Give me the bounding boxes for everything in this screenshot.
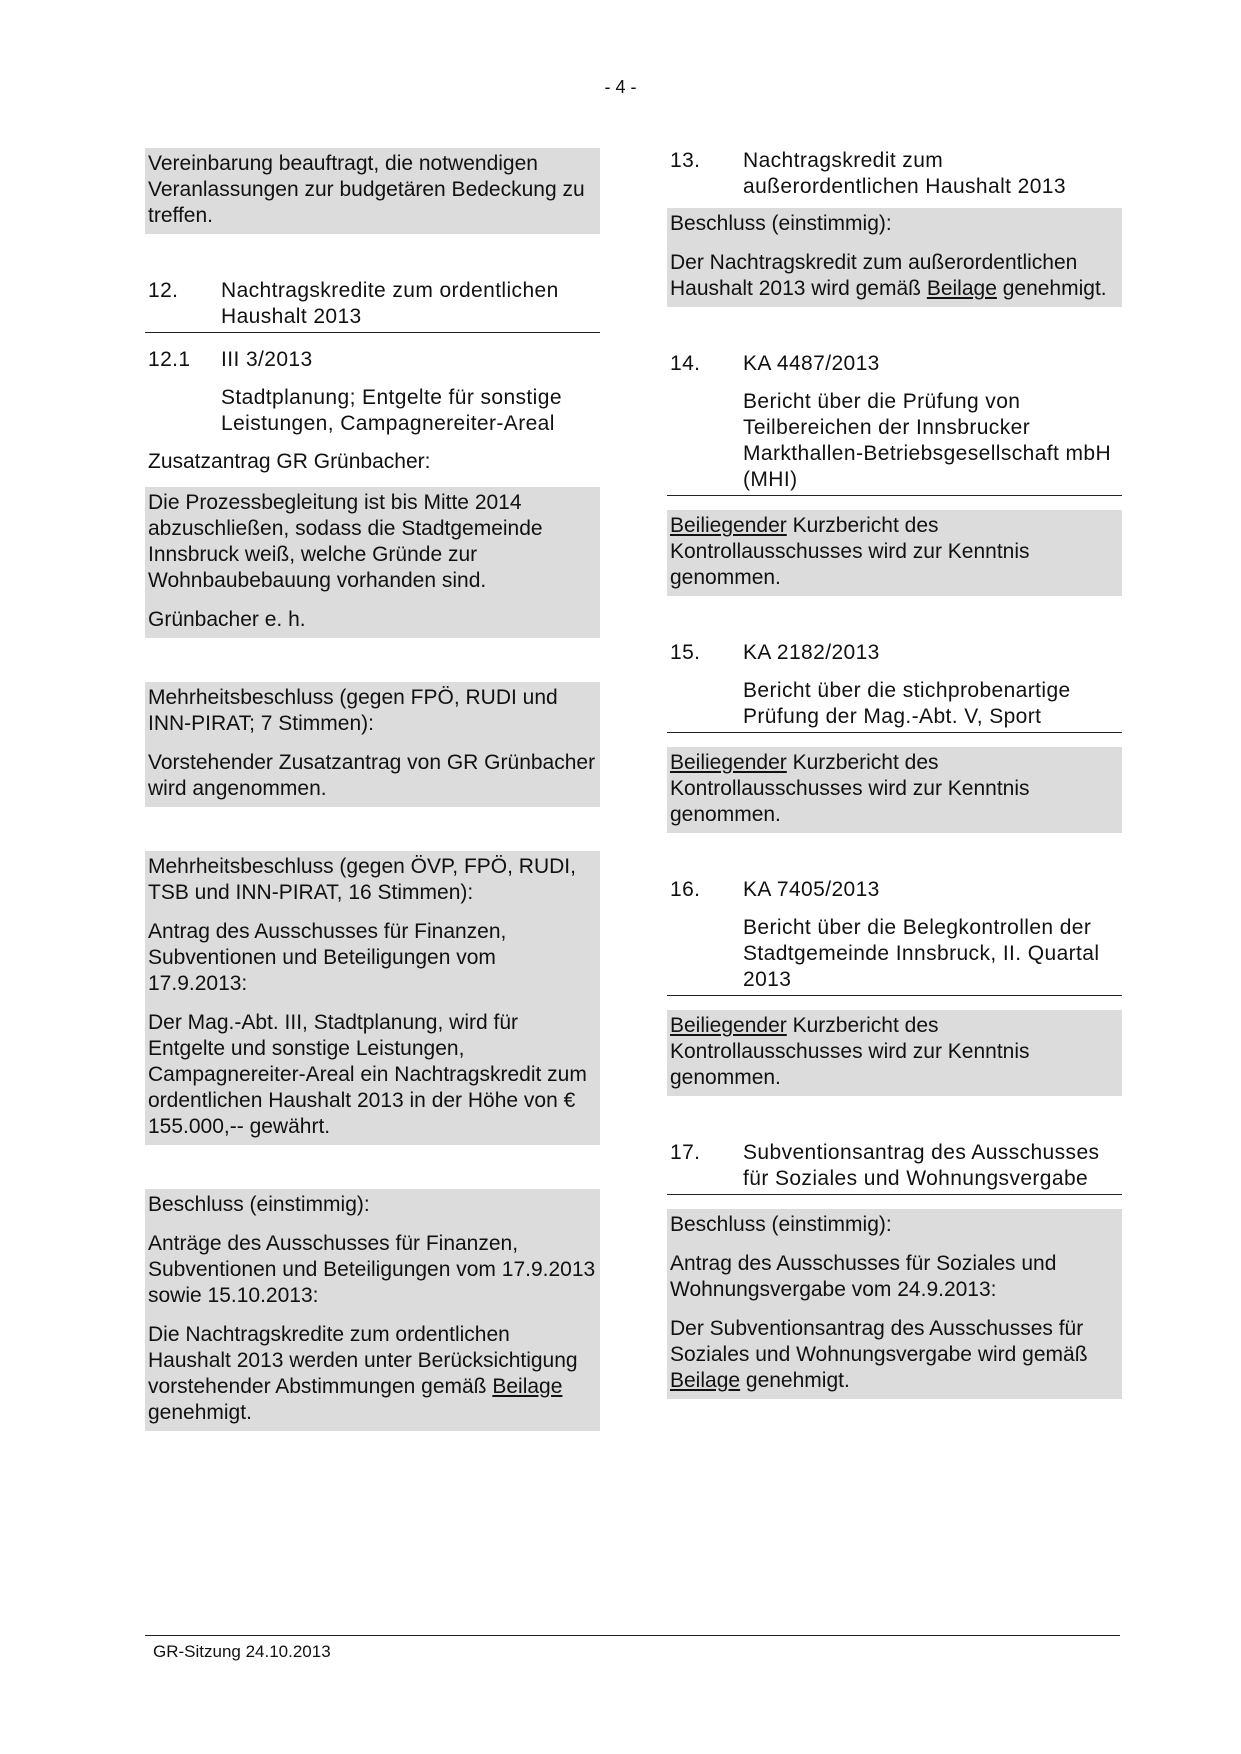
page-number: - 4 - (604, 77, 637, 97)
left-column (145, 148, 600, 1475)
resolution-heading: Beschluss (einstimmig): (670, 1213, 892, 1236)
resolution-heading: Mehrheitsbeschluss (gegen ÖVP, FPÖ, RUDI, TSB und INN-PIRAT, 16 Stimmen): (148, 855, 576, 904)
motion-text: Antrag des Ausschusses für Soziales und Wohnungsvergabe vom 24.9.2013: (670, 1252, 1057, 1301)
item-17-heading (667, 1140, 1122, 1195)
resolution-block-13 (667, 208, 1122, 307)
item-reference: KA 7405/2013 (743, 878, 880, 901)
resolution-block-2 (145, 851, 600, 1145)
item-title: Bericht über die Prüfung von Teilbereichen der Innsbrucker Markthallen-Betriebsgesellschaft mbH (MHI) (667, 389, 1122, 496)
beilage-link[interactable]: Beilage (926, 277, 997, 300)
beilage-link[interactable]: Beilage (670, 1369, 741, 1392)
item-number: 12. (148, 279, 179, 302)
resolution-text: Der Nachtragskredit zum außerordentlichen Haushalt 2013 wird gemäß Beilage genehmigt. (670, 251, 1107, 300)
resolution-text: Beiliegender Kurzbericht des Kontrollausschusses wird zur Kenntnis genommen. (670, 751, 1030, 826)
resolution-block-3 (145, 1189, 600, 1431)
zusatzantrag-block (145, 487, 600, 638)
item-reference: KA 4487/2013 (743, 352, 880, 375)
item-number: 14. (670, 352, 701, 375)
footer-text: GR-Sitzung 24.10.2013 (153, 1642, 331, 1661)
item-reference: KA 2182/2013 (743, 641, 880, 664)
beilage-link[interactable]: Beilage (492, 1375, 563, 1398)
item-number: 15. (670, 641, 701, 664)
resolution-text: Die Nachtragskredite zum ordentlichen Haushalt 2013 werden unter Berücksichtigung vorstehender Abstimmungen gemäß Beilage genehmigt. (148, 1323, 578, 1424)
resolution-heading: Beschluss (einstimmig): (148, 1193, 370, 1216)
item-16-heading (667, 877, 1122, 903)
beiliegender-link[interactable]: Beiliegender (670, 751, 787, 774)
continuation-text: Vereinbarung beauftragt, die notwendigen Veranlassungen zur budgetären Bedeckung zu treffen. (148, 152, 585, 227)
item-13-heading (667, 148, 1122, 200)
item-title: Bericht über die Belegkontrollen der Stadtgemeinde Innsbruck, II. Quartal 2013 (667, 915, 1122, 996)
item-14-heading (667, 351, 1122, 377)
resolution-block-1 (145, 682, 600, 807)
motion-text: Anträge des Ausschusses für Finanzen, Subventionen und Beteiligungen vom 17.9.2013 sowie 15.10.2013: (148, 1232, 596, 1307)
resolution-block-17 (667, 1209, 1122, 1399)
continuation-block (145, 148, 600, 234)
resolution-block-15 (667, 747, 1122, 833)
resolution-block-16 (667, 1010, 1122, 1096)
item-title: Nachtragskredite zum ordentlichen Haushalt 2013 (221, 279, 559, 328)
resolution-text: Beiliegender Kurzbericht des Kontrollausschusses wird zur Kenntnis genommen. (670, 514, 1030, 589)
item-title: Nachtragskredit zum außerordentlichen Haushalt 2013 (743, 149, 1066, 198)
resolution-block-14 (667, 510, 1122, 596)
zusatzantrag-label: Zusatzantrag GR Grünbacher: (148, 450, 431, 473)
resolution-text: Der Subventionsantrag des Ausschusses für Soziales und Wohnungsvergabe wird gemäß Beilage genehmigt. (670, 1317, 1088, 1392)
motion-text: Antrag des Ausschusses für Finanzen, Subventionen und Beteiligungen vom 17.9.2013: (148, 920, 507, 995)
item-15-heading (667, 640, 1122, 666)
beiliegender-link[interactable]: Beiliegender (670, 1014, 787, 1037)
resolution-text: Beiliegender Kurzbericht des Kontrollausschusses wird zur Kenntnis genommen. (670, 1014, 1030, 1089)
beiliegender-link[interactable]: Beiliegender (670, 514, 787, 537)
item-12-1-heading (145, 347, 600, 373)
item-reference: III 3/2013 (221, 348, 313, 371)
signature: Grünbacher e. h. (148, 608, 306, 631)
item-title: Bericht über die stichprobenartige Prüfung der Mag.-Abt. V, Sport (667, 678, 1122, 733)
footer-rule (145, 1635, 1120, 1636)
resolution-text: Der Mag.-Abt. III, Stadtplanung, wird für Entgelte und sonstige Leistungen, Campagnereiter-Areal ein Nachtragskredit zum ordentlichen Haushalt 2013 in der Höhe von € 155.000,-- gewährt. (148, 1011, 587, 1138)
item-number: 16. (670, 878, 701, 901)
resolution-text: Vorstehender Zusatzantrag von GR Grünbacher wird angenommen. (148, 751, 596, 800)
item-12-heading (145, 278, 600, 333)
item-title: Subventionsantrag des Ausschusses für Soziales und Wohnungsvergabe (743, 1141, 1100, 1190)
item-number: 17. (670, 1141, 701, 1164)
resolution-heading: Beschluss (einstimmig): (670, 212, 892, 235)
item-title: Stadtplanung; Entgelte für sonstige Leistungen, Campagnereiter-Areal (221, 386, 562, 435)
item-number: 12.1 (148, 348, 191, 371)
resolution-heading: Mehrheitsbeschluss (gegen FPÖ, RUDI und INN-PIRAT; 7 Stimmen): (148, 686, 558, 735)
item-number: 13. (670, 149, 701, 172)
zusatzantrag-text: Die Prozessbegleitung ist bis Mitte 2014 abzuschließen, sodass die Stadtgemeinde Innsbruck weiß, welche Gründe zur Wohnbaubebauung vorhanden sind. (148, 491, 543, 592)
right-column (667, 148, 1122, 1443)
